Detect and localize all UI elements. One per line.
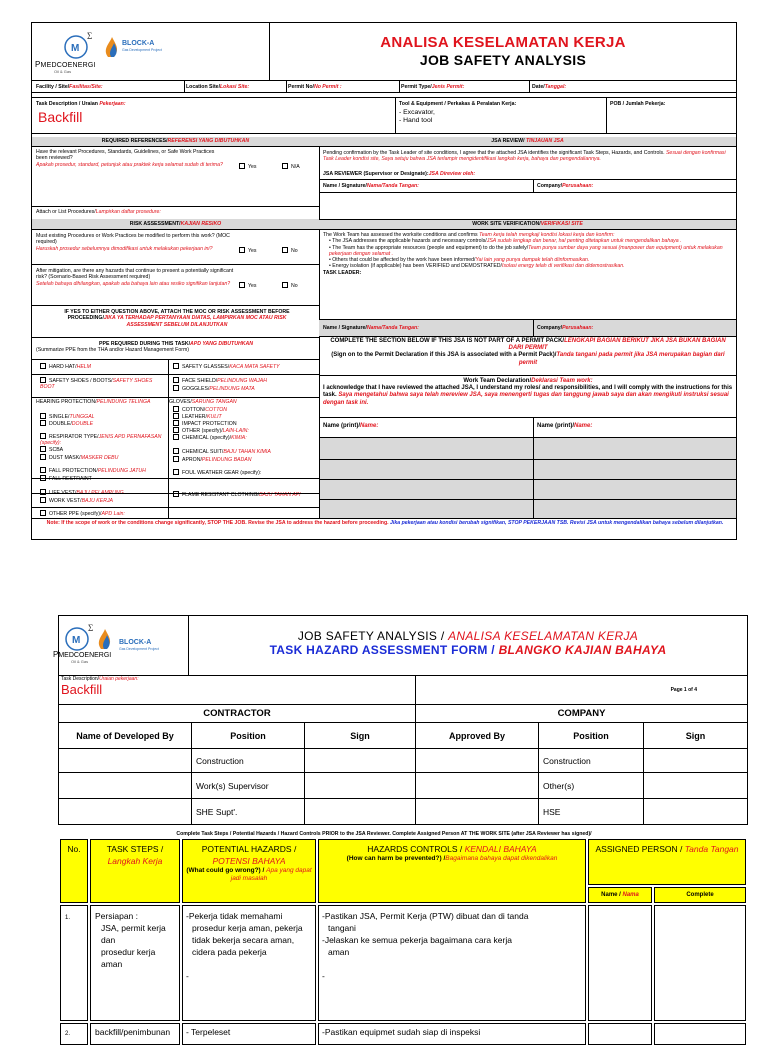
row-hazard: -Pekerja tidak memahami prosedur kerja aman, pekerja tidak bekerja secara aman, cidera pada pekerja -	[182, 905, 316, 1021]
ppe-item-face-shield[interactable]: FACE SHIELD/PELINDUNG WAJAH	[173, 377, 316, 385]
ppe-item-fall-restraint[interactable]: FALL RESTRAINT	[40, 475, 165, 489]
ppe-item-safety-glasses[interactable]: SAFETY GLASSES/KACA MATA SAFETY	[173, 363, 316, 377]
approver-name-3[interactable]	[416, 799, 539, 825]
jsa-review-text: Pending confirmation by the Task Leader of site conditions, I agree that the attached JSA identifies the significant Task Steps, Hazards, and Controls. Sesuai dengan konfirmasi Task Leader kondisi site, Saya setuju bahwa JSA terlampir mengidentifikasi langkah kerja, bahaya dan pengendaliannya.	[323, 150, 726, 163]
task-hazard-table	[58, 837, 748, 1047]
ppe-item-gloves: GLOVES/SARUNG TANGAN	[169, 399, 237, 405]
company-sign-1[interactable]	[644, 749, 748, 773]
reviewer-name-sig[interactable]: Name / Signature/Nama/Tanda Tangan:	[323, 183, 419, 189]
col-complete: Complete	[654, 887, 746, 903]
block-logo-text-2: BLOCK-A	[119, 639, 152, 646]
approver-name-2[interactable]	[416, 773, 539, 799]
col-hazards: POTENTIAL HAZARDS / POTENSI BAHAYA (What could go wrong?) / Apa yang dapat jadi masalah	[182, 839, 316, 903]
jsa-form-page-1	[31, 22, 737, 540]
pob-label: POB / Jumlah Pekerja:	[610, 101, 666, 107]
table-row	[60, 1023, 746, 1045]
date-label: Date/Tanggal:	[532, 84, 567, 90]
table-row	[60, 905, 746, 1021]
contractor-position-3: SHE Supt'.	[192, 799, 305, 825]
developer-name-3[interactable]	[59, 799, 192, 825]
col-assigned: ASSIGNED PERSON / Tanda Tangan	[588, 839, 746, 885]
block-logo-text: BLOCK-A	[122, 40, 155, 47]
col-sign-1: Sign	[305, 723, 416, 749]
task-value: Backfill	[38, 109, 83, 125]
row-step: Persiapan : JSA, permit kerja dan prosedur kerja aman	[90, 905, 180, 1021]
medcoenergi-subtext-2: Oil & Gas	[71, 659, 89, 664]
ref-yes-checkbox[interactable]: Yes	[239, 163, 256, 170]
name-print-right: Name (print)/Name:	[537, 423, 593, 429]
ppe-item-hard-hat[interactable]: HARD HAT/HELM	[40, 363, 165, 377]
col-no: No.	[60, 839, 88, 903]
risk-header: RISK ASSESSMENT/KAJIAN RESIKO	[32, 219, 319, 229]
company-position-3: HSE	[539, 799, 644, 825]
company-position-1: Construction	[539, 749, 644, 773]
company-position-2: Other(s)	[539, 773, 644, 799]
developer-name-2[interactable]	[59, 773, 192, 799]
logo-area	[32, 23, 270, 80]
company-sign-2[interactable]	[644, 773, 748, 799]
page2-header	[53, 615, 748, 675]
row-hazard: - Terpeleset	[182, 1023, 316, 1045]
row-control: -Pastikan equipmet sudah siap di inspeksi	[318, 1023, 586, 1045]
leader-company[interactable]: Company/Perusahaan:	[537, 325, 594, 331]
medcoenergi-subtext: Oil & Gas	[54, 69, 72, 74]
ppe-item-apron[interactable]: APRON/PELINDUNG BADAN	[173, 456, 316, 469]
company-header: COMPANY	[416, 705, 748, 723]
location-label: Location Site/Lokasi Site:	[186, 84, 250, 90]
svg-text:Σ: Σ	[88, 623, 94, 633]
row-complete[interactable]	[654, 1023, 746, 1045]
permit-no-label: Permit No/No Permit :	[288, 84, 342, 90]
col-task-steps: TASK STEPS / Langkah Kerja	[90, 839, 180, 903]
page1-title-id: ANALISA KESELAMATAN KERJA	[380, 34, 626, 51]
wsv-body: The Work Team has assessed the worksite conditions and confirms Team kerja telah mengkaji kondisi lokasi kerja dan konfirm: • The JSA addresses the applicable hazards and necessary controls/JSA sudah lengkap dan benar, hal penting ditetapkan untuk mengendalikan bahaya . • The Team has the appropriate resources (people and equipment) to do the job safely/Team punya sumber daya yang sesuai (manpower dan equipment) untuk melakukan pekerjaan dengan selamat . • Others that could be affected by the work have been informed/Yai lain yang punya dampak telah diinformasikan. • Energy isolation (if applicable) has been VERIFIED and DEMOSTRATED/Isolasi energy telah di verifikasi dan didemostrasikan. TASK LEADER:	[323, 232, 723, 276]
tools-label: Tool & Equipment / Perkakas & Peralatan Kerja:	[399, 101, 517, 107]
row-complete[interactable]	[654, 905, 746, 1021]
contractor-position-2: Work(s) Supervisor	[192, 773, 305, 799]
approver-name-1[interactable]	[416, 749, 539, 773]
ppe-item-hearing: HEARING PROTECTION/PELINDUNG TELINGA	[36, 399, 151, 405]
approval-table	[58, 675, 748, 825]
ppe-right-list	[169, 363, 316, 505]
work-team-declaration: Work Team Declaration/Deklarasi Team work: I acknowledge that I have reviewed the attached JSA, I understand my roles/ and responsibilities, and I will comply with the instructions for this task. Saya mengetahui bahwa saya telah mereview JSA, saya menengerti tugas dan tanggung jawab saya dan akan mengikuti instruksi sesuai dengan task ini.	[323, 378, 733, 406]
block-logo-subtext: Gas Development Project	[122, 48, 162, 52]
wsv-header: WORK SITE VERIFICATION/VERIFIKASI SITE	[319, 219, 736, 229]
ppe-item-work-vest[interactable]: WORK VEST/BAJU KERJA	[40, 497, 165, 510]
page1-title-block	[270, 23, 736, 80]
col-controls: HAZARDS CONTROLS / KENDALI BAHAYA (How can harm be prevented?) /Bagaimana bahaya dapat dikendalikan	[318, 839, 586, 903]
risk2-no-checkbox[interactable]: No	[282, 282, 298, 289]
page1-title-en: JOB SAFETY ANALYSIS	[419, 52, 587, 68]
ppe-item-flame-resistant[interactable]: FLAME RESISTANT CLOTHING/BAJU TAHAN API	[173, 491, 316, 505]
permit-pack-note: COMPLETE THE SECTION BELOW IF THIS JSA IS NOT PART OF A PERMIT PACK/LENGKAPI BAGIAN BERIKUT JIKA JSA BUKAN BAGIAN DARI PERMIT (Sign on to the Permit Declaration if this JSA is associated with a Permit Pack)/Tanda tangani pada permit jika JSA merupakan bagian dari permit	[330, 338, 726, 366]
risk2-yes-checkbox[interactable]: Yes	[239, 282, 256, 289]
col-assigned-name: Name / Nama	[588, 887, 652, 903]
col-position-2: Position	[539, 723, 644, 749]
contractor-header: CONTRACTOR	[59, 705, 416, 723]
task-desc-label: Task Description / Uraian Pekerjaan:	[36, 101, 126, 107]
page-number: Page 1 of 4	[416, 676, 748, 705]
page2-subtitle: TASK HAZARD ASSESSMENT FORM / BLANGKO KAJIAN BAHAYA	[269, 643, 667, 657]
svg-text:Σ: Σ	[87, 31, 93, 41]
name-print-left: Name (print)/Name:	[323, 423, 379, 429]
developer-name-1[interactable]	[59, 749, 192, 773]
page2-title: JOB SAFETY ANALYSIS / ANALISA KESELAMATAN KERJA	[297, 629, 639, 643]
ref-attach-label: Attach or List Procedures/Lampirkan daftar prosedure:	[36, 209, 161, 215]
row-no: 2.	[60, 1023, 88, 1045]
col-approved-by: Approved By	[416, 723, 539, 749]
req-ref-header: REQUIRED REFERENCES/REFERENSI YANG DIBUTUHKAN	[32, 137, 319, 146]
ppe-item-other-right[interactable]: OTHER (specify)/LAIN-LAIN:	[173, 427, 316, 434]
permit-type-label: Permit Type/Jenis Permit:	[401, 84, 465, 90]
col-sign-2: Sign	[644, 723, 748, 749]
page2-logo-area	[53, 616, 189, 675]
ppe-item-goggles[interactable]: GOGGLES/PELINDUNG MATA	[173, 385, 316, 399]
risk-question-1: Must existing Procedures or Work Practices be modified to perform this work? (MOC required) Haruskah prosedur sebelumnya dimodifikasi untuk melakukan pekerjaan ini?	[36, 233, 230, 252]
company-sign-3[interactable]	[644, 799, 748, 825]
ppe-item-chemical-suit[interactable]: CHEMICAL SUIT/BAJU TAHAN KIMIA	[173, 448, 316, 456]
ppe-item-foul-weather[interactable]: FOUL WEATHER GEAR (specify):	[173, 469, 316, 491]
ppe-item-safety-shoes[interactable]: SAFETY SHOES / BOOTS/SAFETY SHOES BOOT	[40, 378, 153, 391]
medcoenergi-text-2: PMEDCOENERGI	[53, 650, 112, 659]
tools-list: - Excavator, - Hand tool	[399, 109, 435, 124]
row-step: backfill/penimbunan	[90, 1023, 180, 1045]
page2-task-cell: Task Description/Uraian pekerjaan: Backfill	[59, 676, 416, 705]
col-developed-by: Name of Developed By	[59, 723, 192, 749]
footer-note: Note: If the scope of work or the conditions change significantly, STOP THE JOB. Revise the JSA to address the hazard before proceeding. Jika pekerjaan atau kondisi berubah signifikan, STOP PEKERJAAN TSB. Revisi JSA untuk mengendalikan bahaya sebelum dilanjutkan.	[46, 520, 724, 526]
medcoenergi-text: PMEDCOENERGI	[35, 60, 96, 69]
ppe-left-list	[36, 363, 165, 518]
leader-name-sig[interactable]: Name / Signature/Nama/Tanda Tangan:	[323, 325, 419, 331]
ppe-item-dust-mask[interactable]: DUST MASK/MASKER DEBU	[40, 454, 165, 467]
block-logo-subtext-2: Gas Development Project	[119, 647, 159, 651]
ppe-item-double[interactable]: DOUBLE/DOUBLE	[40, 420, 165, 433]
moc-note: IF YES TO EITHER QUESTION ABOVE, ATTACH THE MOC OR RISK ASSESSMENT BEFORE PROCEEDING/JIKA YA TERHADAP PERTANYAAN DIATAS, LAMPIRKAN MOC ATAU RISK ASSESSMENT SEBELUM DILANJUTKAN	[64, 309, 290, 328]
row-no: 1.	[60, 905, 88, 1021]
reviewer-company[interactable]: Company/Perusahaan:	[537, 183, 594, 189]
ppe-item-leather[interactable]: LEATHER/KULIT	[173, 413, 316, 420]
risk1-yes-checkbox[interactable]: Yes	[239, 247, 256, 254]
risk-question-2: After mitigation, are there any hazards that continue to present a potentially significant risk? (Scenario-Based Risk Assessment required) Setelah bahaya dihilangkan, apakah ada bahaya lain atau resiko signifikan lanjutan?	[36, 268, 234, 287]
ppe-item-other[interactable]: OTHER PPE (specify)/APD Lain:	[40, 510, 165, 518]
ppe-item-cotton[interactable]: COTTON/COTTON	[173, 406, 316, 413]
svg-text:M: M	[72, 635, 81, 646]
page2-title-block	[189, 616, 747, 675]
ppe-item-scba[interactable]: SCBA	[40, 446, 165, 454]
ppe-item-life-vest[interactable]: LIFE VEST/BAJU PELAMPUNG	[40, 489, 165, 497]
contractor-position-1: Construction	[192, 749, 305, 773]
col-position-1: Position	[192, 723, 305, 749]
declaration-signature-area[interactable]	[320, 437, 736, 518]
contractor-sign-1[interactable]	[305, 749, 416, 773]
risk1-no-checkbox[interactable]: No	[282, 247, 298, 254]
ppe-item-single[interactable]: SINGLE/TUNGGAL	[40, 413, 165, 420]
ref-question-1: Have the relevant Procedures, Standards, Guidelines, or Safe Work Practices been reviewed? Apakah prosedur, standard, petunjuk atau praktek kerja selamat sudah di terima?	[36, 149, 223, 168]
ref-na-checkbox[interactable]: N/A	[282, 163, 300, 170]
ppe-item-chemical[interactable]: CHEMICAL (specify)/KIMIA:	[173, 434, 316, 448]
ppe-item-respirator[interactable]: RESPIRATOR TYPE/JENIS APD PERNAFASAN (specify):	[40, 434, 162, 447]
ppe-item-impact[interactable]: IMPACT PROTECTION	[173, 420, 316, 427]
page2-task-value: Backfill	[61, 682, 103, 697]
contractor-sign-3[interactable]	[305, 799, 416, 825]
facility-label: Facility / Site/Fasilitas/Site:	[36, 84, 103, 90]
jsa-reviewer-label: JSA REVIEWER (Supervisor or Designate):JSA Direview oleh:	[323, 171, 476, 177]
ppe-item-fall-protection[interactable]: FALL PROTECTION/PELINDUNG JATUH	[40, 467, 165, 475]
ppe-header: PPE REQUIRED DURING THIS TASK/APD YANG DIBUTUHKAN (Summarize PPE from the THA and/or Hazard Management Form)	[36, 341, 253, 354]
row-assigned-name[interactable]	[588, 905, 652, 1021]
svg-text:M: M	[71, 43, 80, 54]
instruction-text: Complete Task Steps / Potential Hazards / Hazard Controls PRIOR to the JSA Reviewer. Complete Assigned Person AT THE WORK SITE (after JSA Reviewer has signed)/	[176, 831, 592, 837]
row-assigned-name[interactable]	[588, 1023, 652, 1045]
contractor-sign-2[interactable]	[305, 773, 416, 799]
row-control: -Pastikan JSA, Permit Kerja (PTW) dibuat dan di tanda tangani -Jelaskan ke semua pekerja bagaimana cara kerja aman -	[318, 905, 586, 1021]
jsa-review-header: JSA REVIEW/ TINJAUAN JSA	[319, 137, 736, 146]
